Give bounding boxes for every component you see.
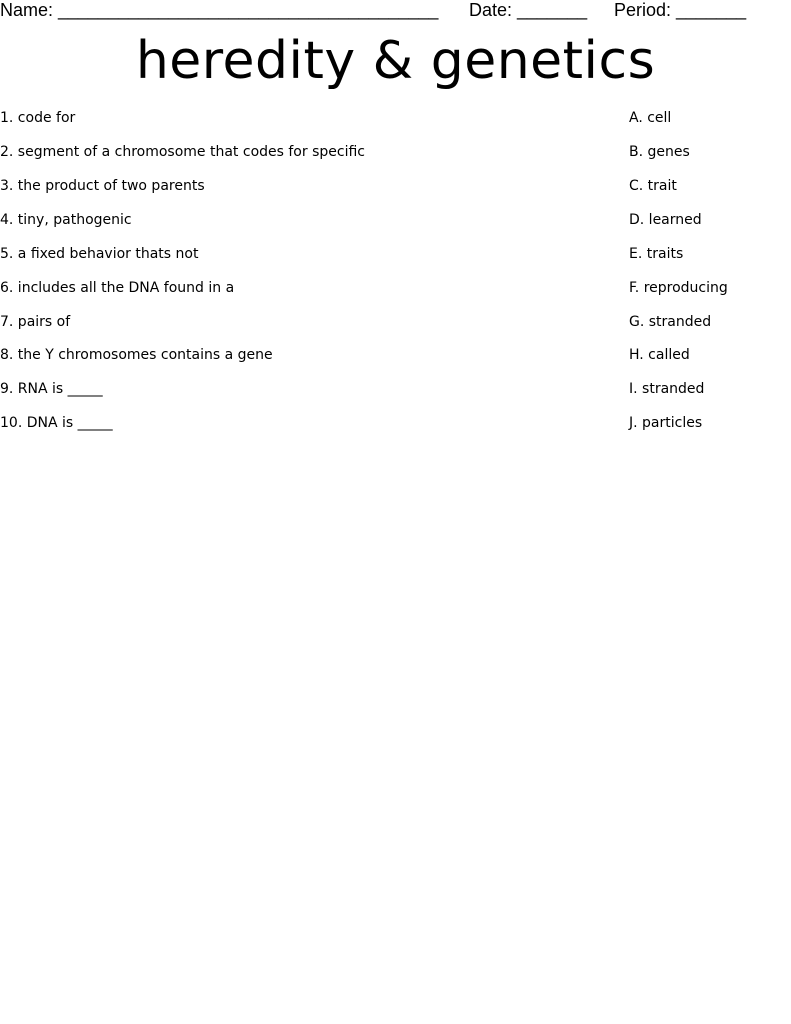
name-field: Name: ______________________________________ xyxy=(0,0,439,20)
question-item: 5. a fixed behavior thats not xyxy=(0,246,199,262)
answer-item: I. stranded xyxy=(629,381,705,397)
answer-item: D. learned xyxy=(629,212,702,228)
worksheet-header xyxy=(0,0,791,22)
answer-item: A. cell xyxy=(629,110,672,126)
period-field: Period: _______ xyxy=(614,0,747,20)
question-item: 7. pairs of xyxy=(0,314,71,330)
answer-item: B. genes xyxy=(629,144,690,160)
answer-item: J. particles xyxy=(629,415,703,431)
answer-item: E. traits xyxy=(629,246,684,262)
date-field: Date: _______ xyxy=(469,0,588,20)
question-item: 6. includes all the DNA found in a xyxy=(0,280,235,296)
question-item: 3. the product of two parents xyxy=(0,178,205,194)
worksheet-title: heredity & genetics xyxy=(135,31,656,91)
answer-item: F. reproducing xyxy=(629,280,728,296)
question-item: 8. the Y chromosomes contains a gene xyxy=(0,347,273,363)
answer-item: C. trait xyxy=(629,178,677,194)
question-item: 2. segment of a chromosome that codes for specific xyxy=(0,144,365,160)
answer-item: H. called xyxy=(629,347,690,363)
question-item: 1. code for xyxy=(0,110,76,126)
question-item: 4. tiny, pathogenic xyxy=(0,212,132,228)
answer-item: G. stranded xyxy=(629,314,712,330)
question-item: 10. DNA is _____ xyxy=(0,415,113,431)
question-item: 9. RNA is _____ xyxy=(0,381,103,397)
